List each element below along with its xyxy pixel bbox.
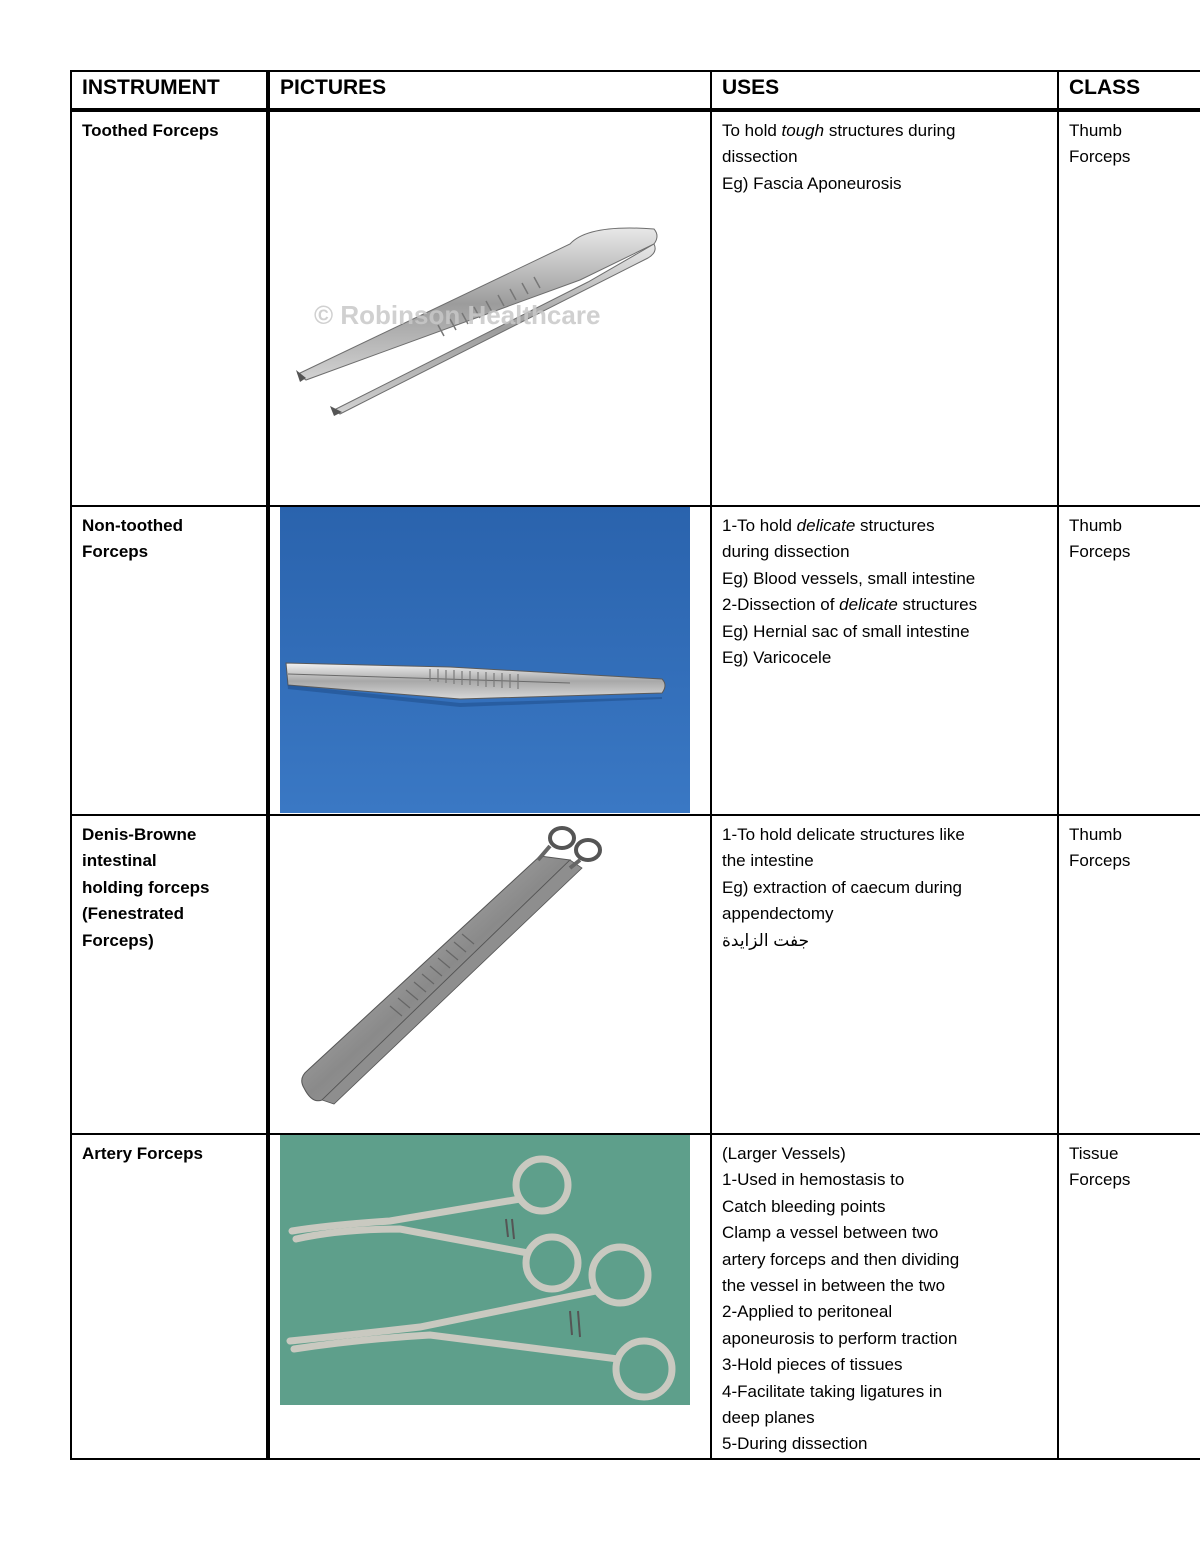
table-row-toothed-forceps	[71, 110, 1200, 506]
instrument-name-line: intestinal	[82, 851, 157, 871]
class-cell	[1058, 815, 1200, 1134]
instrument-name-line: Forceps	[82, 542, 149, 562]
uses-text: appendectomy	[722, 904, 834, 924]
uses-text: Eg) Hernial sac of small intestine	[722, 621, 970, 641]
uses-text: deep planes	[722, 1408, 815, 1428]
uses-text: Eg) Blood vessels, small intestine	[722, 568, 976, 588]
uses-text: To hold	[722, 121, 782, 140]
uses-line	[722, 1431, 1047, 1457]
header-pictures: PICTURES	[268, 71, 711, 110]
uses-text: (Larger Vessels)	[722, 1144, 846, 1163]
table-row-denis-browne-forceps	[71, 815, 1200, 1134]
uses-line	[722, 645, 1047, 671]
instrument-name-line: holding forceps	[82, 877, 210, 897]
artery-forceps-photo	[270, 1135, 690, 1407]
uses-emphasis: delicate	[796, 516, 856, 535]
uses-text: artery forceps and then dividing	[722, 1249, 960, 1269]
instrument-table-page	[70, 70, 1141, 1460]
table-row-artery-forceps	[71, 1134, 1200, 1459]
uses-text: dissection	[722, 147, 798, 167]
uses-text: structures	[897, 595, 978, 615]
picture-cell	[268, 815, 711, 1134]
uses-line	[722, 822, 1047, 848]
non-toothed-forceps-photo	[270, 507, 690, 813]
class-label-line: Thumb	[1069, 121, 1122, 140]
uses-text: aponeurosis to perform traction	[722, 1328, 958, 1348]
class-label-line: Forceps	[1069, 1170, 1131, 1190]
uses-line	[722, 1247, 1047, 1273]
picture-cell	[268, 1134, 711, 1459]
picture-cell	[268, 110, 711, 506]
uses-line	[722, 592, 1047, 618]
uses-text: 1-To hold	[722, 516, 797, 535]
uses-line	[722, 1405, 1047, 1431]
instrument-cell	[71, 506, 268, 815]
uses-line	[722, 1352, 1047, 1378]
instrument-name-line: Toothed Forceps	[82, 121, 219, 140]
uses-line	[722, 1167, 1047, 1193]
class-label-line: Thumb	[1069, 516, 1122, 535]
class-cell	[1058, 110, 1200, 506]
uses-text: Catch bleeding points	[722, 1196, 886, 1216]
class-label-line: Tissue	[1069, 1144, 1119, 1163]
uses-text: the intestine	[722, 851, 814, 871]
header-class: CLASS	[1058, 71, 1200, 110]
uses-line	[722, 539, 1047, 565]
class-label-line: Forceps	[1069, 147, 1131, 167]
uses-text: Eg) Varicocele	[722, 648, 832, 668]
instrument-name-line: Artery Forceps	[82, 1144, 203, 1163]
watermark: © Robinson Healthcare	[314, 300, 601, 330]
uses-line	[722, 1326, 1047, 1352]
uses-text: 1-Used in hemostasis to	[722, 1170, 905, 1190]
uses-line	[722, 1220, 1047, 1246]
instrument-table	[70, 70, 1200, 1460]
uses-cell	[711, 1134, 1058, 1459]
uses-cell	[711, 815, 1058, 1134]
table-row-non-toothed-forceps	[71, 506, 1200, 815]
instrument-cell	[71, 110, 268, 506]
uses-line	[722, 1299, 1047, 1325]
uses-text: Eg) Fascia Aponeurosis	[722, 173, 902, 193]
class-cell	[1058, 506, 1200, 815]
uses-text: during dissection	[722, 542, 850, 562]
uses-text: 1-To hold delicate structures like	[722, 825, 965, 844]
class-label-line: Forceps	[1069, 851, 1131, 871]
uses-line	[722, 1141, 1047, 1167]
uses-line	[722, 901, 1047, 927]
uses-line	[722, 171, 1047, 197]
uses-cell	[711, 110, 1058, 506]
uses-line	[722, 1379, 1047, 1405]
toothed-forceps-photo	[270, 112, 690, 504]
uses-line	[722, 144, 1047, 170]
uses-emphasis: delicate	[839, 595, 898, 615]
uses-line	[722, 848, 1047, 874]
instrument-cell	[71, 815, 268, 1134]
uses-text: structures	[855, 516, 935, 535]
uses-text: 5-During dissection	[722, 1434, 868, 1454]
uses-line	[722, 566, 1047, 592]
uses-line	[722, 118, 1047, 144]
uses-line	[722, 1194, 1047, 1220]
uses-line	[722, 875, 1047, 901]
fenestrated-forceps-photo	[270, 816, 690, 1131]
picture-cell	[268, 506, 711, 815]
uses-text: جفت الزايدة	[722, 930, 810, 950]
instrument-name-line: Non-toothed	[82, 516, 184, 535]
uses-line	[722, 513, 1047, 539]
uses-line	[722, 928, 1047, 954]
uses-text: 2-Applied to peritoneal	[722, 1302, 893, 1322]
instrument-name-line: Forceps)	[82, 930, 154, 950]
class-label-line: Forceps	[1069, 542, 1131, 562]
header-row	[71, 71, 1200, 110]
uses-text: structures during	[824, 121, 956, 140]
uses-text: the vessel in between the two	[722, 1276, 946, 1296]
uses-text: 3-Hold pieces of tissues	[722, 1355, 903, 1375]
header-uses: USES	[711, 71, 1058, 110]
header-instrument: INSTRUMENT	[71, 71, 268, 110]
instrument-name-line: Denis-Browne	[82, 825, 197, 844]
instrument-cell	[71, 1134, 268, 1459]
uses-text: 2-Dissection of	[722, 595, 840, 615]
class-cell	[1058, 1134, 1200, 1459]
uses-text: Eg) extraction of caecum during	[722, 877, 963, 897]
uses-line	[722, 1273, 1047, 1299]
class-label-line: Thumb	[1069, 825, 1122, 844]
uses-cell	[711, 506, 1058, 815]
uses-text: 4-Facilitate taking ligatures in	[722, 1381, 943, 1401]
uses-emphasis: tough	[781, 121, 825, 140]
uses-line	[722, 619, 1047, 645]
instrument-name-line: (Fenestrated	[82, 904, 185, 924]
uses-text: Clamp a vessel between two	[722, 1223, 939, 1243]
